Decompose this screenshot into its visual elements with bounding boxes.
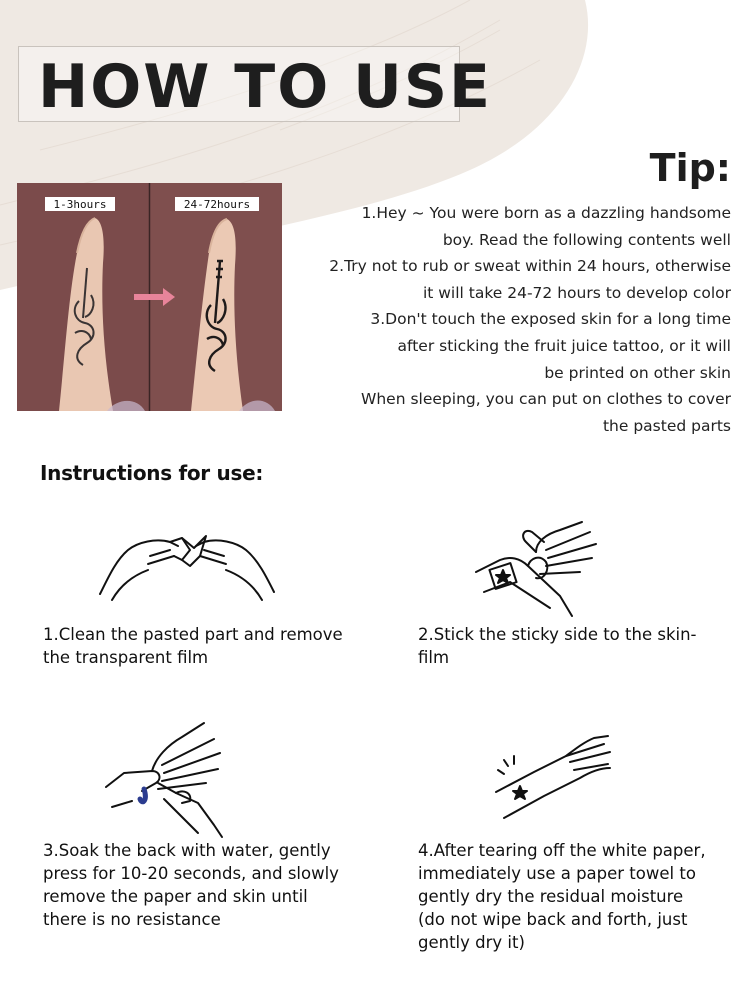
before-after-photo: [17, 183, 282, 411]
tips-list: [271, 200, 731, 439]
step-4-text: [418, 839, 706, 954]
after-label: 24-72hours: [183, 198, 251, 211]
before-label: 1-3hours: [53, 198, 107, 211]
step-line: 2.Stick the sticky side to the skin-: [418, 625, 697, 644]
page-title: HOW TO USE: [38, 52, 493, 122]
step-2-text: [418, 623, 697, 669]
step-3-text: [43, 839, 339, 931]
hands-wetting-paper-icon: [102, 717, 226, 839]
step-line: gently dry it): [418, 933, 525, 952]
tip-line: after sticking the fruit juice tattoo, or it will: [397, 336, 731, 355]
step-line: film: [418, 648, 450, 667]
step-line: 3.Soak the back with water, gently: [43, 841, 331, 860]
hand-applying-tattoo-icon: [470, 512, 610, 624]
tip-line: 3.Don't touch the exposed skin for a long time: [370, 310, 731, 329]
tip-line: When sleeping, you can put on clothes to cover: [361, 390, 731, 409]
step-line: immediately use a paper towel to: [418, 864, 696, 883]
step-line: (do not wipe back and forth, just: [418, 910, 688, 929]
step-line: 1.Clean the pasted part and remove: [43, 625, 343, 644]
tip-line: it will take 24-72 hours to develop color: [422, 283, 731, 302]
tip-line: the pasted parts: [602, 416, 731, 435]
tip-line: boy. Read the following contents well: [442, 230, 731, 249]
tip-line: 1.Hey ~ You were born as a dazzling handsome: [361, 204, 731, 222]
step-line: 4.After tearing off the white paper,: [418, 841, 706, 860]
tip-line: 2.Try not to rub or sweat within 24 hours, otherwise: [329, 257, 731, 276]
step-line: there is no resistance: [43, 910, 221, 929]
step-1-text: [43, 623, 343, 669]
tip-heading: Tip:: [649, 146, 731, 190]
tip-line: be printed on other skin: [544, 363, 731, 382]
instructions-heading: Instructions for use:: [40, 461, 264, 485]
step-line: remove the paper and skin until: [43, 887, 308, 906]
step-line: press for 10-20 seconds, and slowly: [43, 864, 339, 883]
arm-star-tattoo-icon: [494, 730, 612, 820]
step-line: the transparent film: [43, 648, 209, 667]
hands-peeling-film-icon: [98, 520, 276, 606]
step-line: gently dry the residual moisture: [418, 887, 684, 906]
